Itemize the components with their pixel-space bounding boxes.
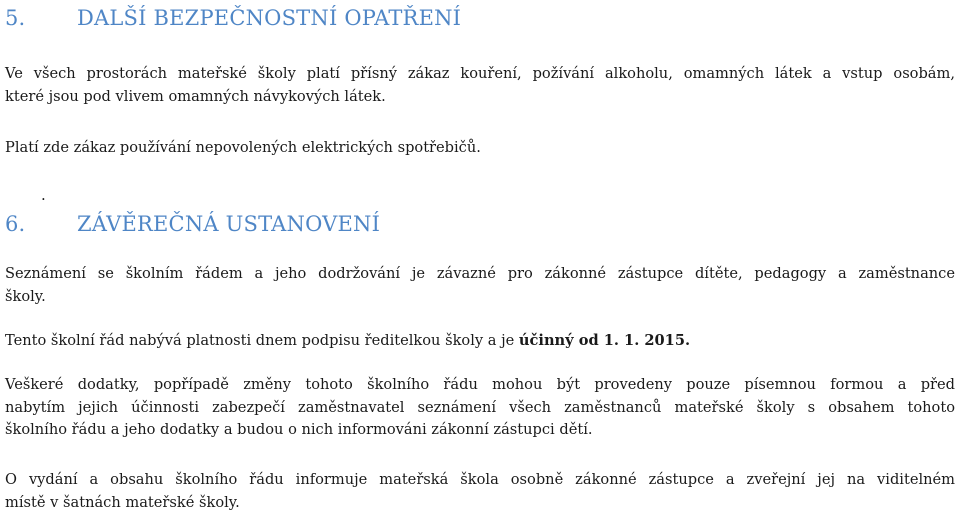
section-6-paragraph-4 xyxy=(5,469,955,514)
section-6-p2-effective-date: účinný od 1. 1. 2015. xyxy=(518,332,691,349)
section-6-p1-line-1: Seznámení se školním řádem a jeho dodržování je závazné pro zákonné zástupce dítěte, pedagogy a zaměstnance xyxy=(5,265,955,282)
section-6-heading xyxy=(5,212,380,236)
section-6-p4-line-1: O vydání a obsahu školního řádu informuje mateřská škola osobně zákonné zástupce a zveřejní jej na viditelném xyxy=(5,471,955,488)
section-5-p1-line-1: Ve všech prostorách mateřské školy platí přísný zákaz kouření, požívání alkoholu, omamných látek a vstup osobám, xyxy=(5,65,955,82)
section-6-paragraph-3 xyxy=(5,374,955,442)
section-6-p3-line-1: Veškeré dodatky, popřípadě změny tohoto školního řádu mohou být provedeny pouze písemnou formou a před xyxy=(5,376,955,393)
section-6-paragraph-1 xyxy=(5,263,955,308)
section-6-paragraph-2 xyxy=(5,330,955,353)
stray-dot: . xyxy=(41,186,46,204)
section-6-p2-text: Tento školní řád nabývá platnosti dnem podpisu ředitelkou školy a je xyxy=(5,332,519,349)
section-6-p3-line-3: školního řádu a jeho dodatky a budou o nich informováni zákonní zástupci dětí. xyxy=(5,421,593,438)
section-5-p1-line-2: které jsou pod vlivem omamných návykových látek. xyxy=(5,87,386,105)
section-5-heading xyxy=(5,6,461,30)
section-6-title: ZÁVĚREČNÁ USTANOVENÍ xyxy=(77,212,381,236)
section-6-p3-line-2: nabytím jejich účinnosti zabezpečí zaměstnavatel seznámení všech zaměstnanců mateřské školy s obsahem tohoto xyxy=(5,398,955,416)
section-6-number: 6. xyxy=(5,212,26,236)
section-5-paragraph-1 xyxy=(5,63,955,108)
section-6-p4-line-2: místě v šatnách mateřské školy. xyxy=(5,493,240,511)
section-5-paragraph-2: Platí zde zákaz používání nepovolených elektrických spotřebičů. xyxy=(5,139,481,156)
section-6-p1-line-2: školy. xyxy=(5,287,46,305)
section-5-number: 5. xyxy=(5,6,26,30)
section-5-title: DALŠÍ BEZPEČNOSTNÍ OPATŘENÍ xyxy=(77,6,462,30)
